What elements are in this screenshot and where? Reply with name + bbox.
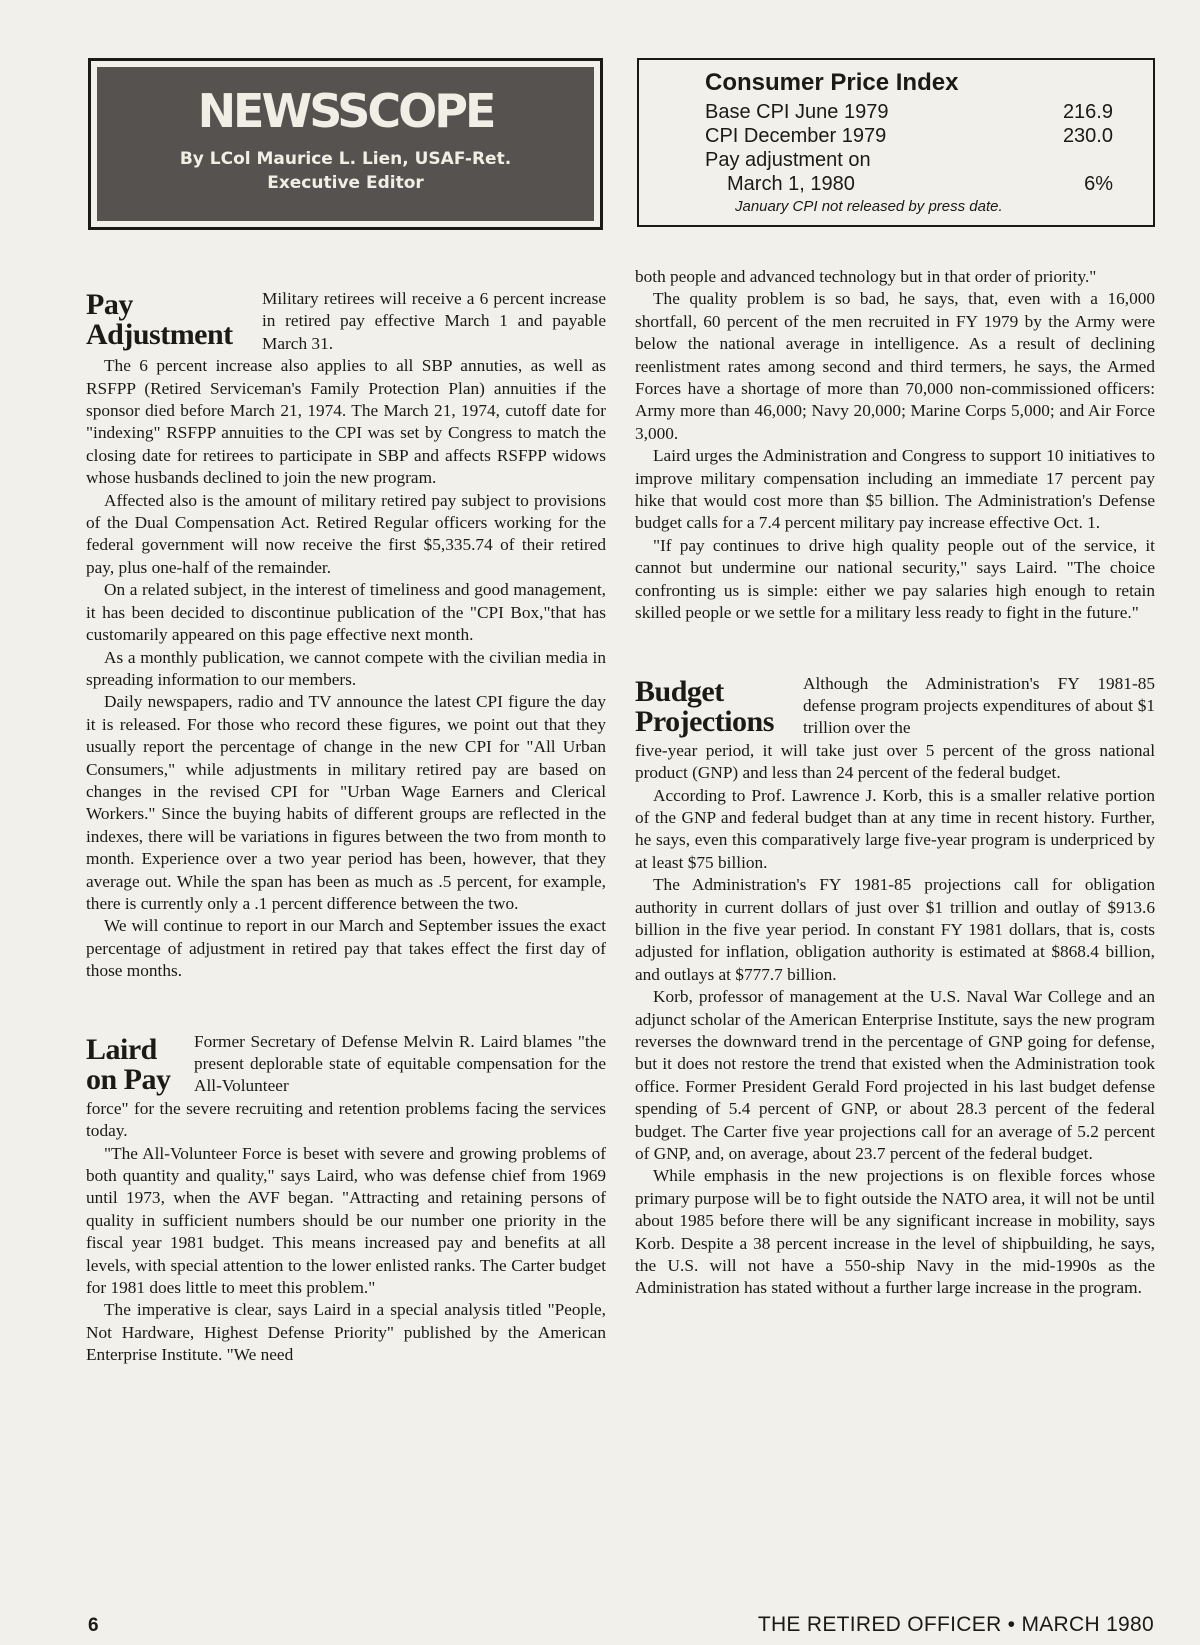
paragraph: We will continue to report in our March and September issues the exact percentage of adjustment in retired pay that takes effect the first day of those months. bbox=[86, 916, 606, 981]
laird-header bbox=[86, 1031, 606, 1098]
page-number: 6 bbox=[88, 1615, 99, 1636]
paragraph: five-year period, it will take just over 5 percent of the gross national product (GNP) and less than 24 percent of the federal budget. bbox=[635, 740, 1155, 783]
headline-line: Laird bbox=[86, 1032, 157, 1066]
laird-lead: Former Secretary of Defense Melvin R. Laird blames "the present deplorable state of equitable compensation for the All-Volunteer bbox=[194, 1031, 606, 1096]
publication-footer: THE RETIRED OFFICER • MARCH 1980 bbox=[757, 1613, 1154, 1636]
pay-adjustment-headline bbox=[86, 290, 262, 350]
paragraph: On a related subject, in the interest of timeliness and good management, it has been decided to discontinue publication of the "CPI Box,"that has customarily appeared on this page effective next month. bbox=[86, 580, 606, 645]
budget-lead: Although the Administration's FY 1981-85 defense program projects expenditures of about $1 trillion over the bbox=[803, 673, 1155, 738]
paragraph: The quality problem is so bad, he says, that, even with a 16,000 shortfall, 60 percent of the men recruited in FY 1979 by the Army were below the national average in intelligence. As a result of declining reenlistment rates among second and third termers, he says, the Armed Forces have a shortage of more than 70,000 non-commissioned officers: Army more than 46,000; Navy 20,000; Marine Corps 5,000; and Air Force 3,000. bbox=[635, 289, 1155, 443]
budget-headline bbox=[635, 674, 803, 738]
byline-role: Executive Editor bbox=[267, 173, 424, 193]
paragraph: As a monthly publication, we cannot compete with the civilian media in spreading information to our members. bbox=[86, 647, 606, 689]
cpi-label: Base CPI June 1979 bbox=[705, 101, 889, 123]
cpi-row bbox=[705, 148, 1133, 172]
pay-adjustment-header bbox=[86, 286, 606, 355]
cpi-row bbox=[705, 124, 1133, 148]
paragraph: "If pay continues to drive high quality people out of the service, it cannot but undermine our national security," says Laird. "The choice confronting us is simple: either we pay salaries high enough to retain skilled people or we settle for a military less ready to fight in the future." bbox=[635, 535, 1155, 623]
headline-line: Projections bbox=[635, 704, 774, 738]
masthead-panel bbox=[97, 67, 594, 221]
laird-headline bbox=[86, 1032, 194, 1096]
cpi-note: January CPI not released by press date. bbox=[735, 198, 1003, 215]
cpi-value: 6% bbox=[1084, 173, 1113, 195]
cpi-label: March 1, 1980 bbox=[727, 173, 855, 195]
cpi-box bbox=[637, 58, 1155, 227]
headline-line: on Pay bbox=[86, 1062, 171, 1096]
paragraph: both people and advanced technology but in that order of priority." bbox=[635, 267, 1097, 286]
paragraph: The Administration's FY 1981-85 projections call for obligation authority in current dollars of just over $1 trillion and outlay of $913.6 billion in the five year period. In constant FY 1981 dollars, that is, costs adjusted for inflation, obligation authority is estimated at $868.4 billion, and outlays at $777.7 billion. bbox=[635, 875, 1155, 984]
paragraph: Korb, professor of management at the U.S. Naval War College and an adjunct scholar of the American Enterprise Institute, says the new program reverses the downward trend in the percentage of GNP going for defense, but it does not restore the trend that existed when the Administration took office. Former President Gerald Ford projected in his last budget defense spending of 5.4 percent of GNP, or about 28.3 percent of the federal budget. The Carter five year projections call for an average of 5.2 percent of GNP, and, on average, about 23.7 percent of the federal budget. bbox=[635, 987, 1155, 1164]
paragraph: The imperative is clear, says Laird in a special analysis titled "People, Not Hardware, Highest Defense Priority" published by the American Enterprise Institute. "We need bbox=[86, 1300, 606, 1365]
spacer bbox=[86, 983, 606, 1031]
masthead-byline bbox=[97, 147, 594, 195]
cpi-value: 216.9 bbox=[1062, 101, 1113, 123]
paragraph: Laird urges the Administration and Congress to support 10 initiatives to improve military compensation including an immediate 17 percent pay hike that would cost more than $5 billion. The Administration's Defense budget calls for a 7.4 percent military pay increase effective Oct. 1. bbox=[635, 446, 1155, 533]
newsscope-masthead bbox=[88, 58, 603, 230]
headline-line: Budget bbox=[635, 674, 724, 708]
cpi-label: Pay adjustment on bbox=[705, 149, 871, 171]
paragraph: "The All-Volunteer Force is beset with severe and growing problems of both quantity and quality," says Laird, who was defense chief from 1969 until 1973, when the AVF began. "Attracting and retaining persons of quality in sufficient numbers should be our number one priority in the fiscal year 1981 budget. This means increased pay and benefits at all levels, with special attention to the lower enlisted ranks. The Carter budget for 1981 does little to meet this problem." bbox=[86, 1143, 606, 1298]
masthead-title: NEWSSCOPE bbox=[197, 84, 494, 138]
paragraph: According to Prof. Lawrence J. Korb, this is a smaller relative portion of the GNP and federal budget than at any time in recent history. Further, he says, even this comparatively large five-year program is underpriced by at least $75 billion. bbox=[635, 785, 1155, 872]
paragraph: Affected also is the amount of military retired pay subject to provisions of the Dual Compensation Act. Retired Regular officers working for the federal government will now receive the first $5,335.74 of their retired pay, plus one-half of the remainder. bbox=[86, 490, 606, 577]
cpi-label: CPI December 1979 bbox=[705, 125, 887, 147]
paragraph: force" for the severe recruiting and retention problems facing the services today. bbox=[86, 1098, 606, 1141]
headline-line: Adjustment bbox=[86, 318, 233, 351]
budget-header bbox=[635, 673, 1155, 740]
byline-author: By LCol Maurice L. Lien, USAF-Ret. bbox=[179, 149, 512, 169]
cpi-row bbox=[705, 100, 1133, 124]
paragraph: While emphasis in the new projections is on flexible forces whose primary purpose will be to fight outside the NATO area, it will not be until about 1985 before there will be any significant increase in mobility, says Korb. Despite a 38 percent increase in the level of shipbuilding, he says, the U.S. will not have a 550-ship Navy in the mid-1990s as the Administration has stated without a further large increase in the program. bbox=[635, 1166, 1155, 1298]
cpi-value: 230.0 bbox=[1062, 125, 1113, 147]
spacer bbox=[635, 625, 1155, 673]
paragraph: The 6 percent increase also applies to all SBP annuties, as well as RSFPP (Retired Serviceman's Family Protection Plan) annuities if the sponsor died before March 21, 1974. The March 21, 1974, cutoff date for "indexing" RSFPP annuities to the CPI was set by Congress to match the closing date for retirees to participate in SBP and affects RSFPP widows whose husbands declined to join the new program. bbox=[86, 356, 606, 488]
cpi-title: Consumer Price Index bbox=[705, 69, 959, 96]
left-column bbox=[86, 286, 606, 1367]
paragraph: Daily newspapers, radio and TV announce the latest CPI figure the day it is released. For those who record these figures, we point out that they usually report the percentage of change in the new CPI for "All Urban Consumers," while adjustments in military retired pay are based on changes in the revised CPI for "Urban Wage Earners and Clerical Workers." Since the buying habits of different groups are reflected in the indexes, there will be variations in figures between the two from month to month. Experience over a two year period has been, however, that they average out. While the span has been as much as .5 percent, for example, there is currently only a .1 percent difference between the two. bbox=[86, 692, 606, 913]
cpi-row bbox=[705, 172, 1133, 196]
right-column bbox=[635, 266, 1155, 1300]
headline-line: Pay bbox=[86, 288, 133, 321]
pay-adjustment-lead: Military retirees will receive a 6 percent increase in retired pay effective March 1 and payable March 31. bbox=[262, 289, 606, 353]
